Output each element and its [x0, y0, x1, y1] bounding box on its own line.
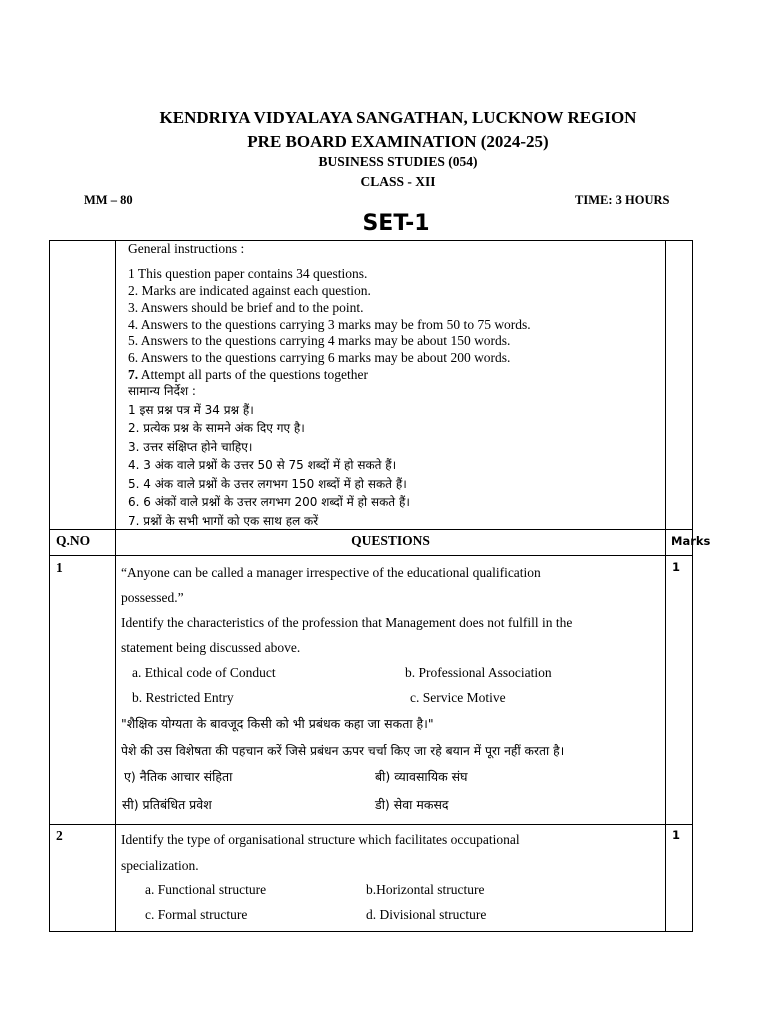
school-name: KENDRIYA VIDYALAYA SANGATHAN, LUCKNOW REGION	[159, 108, 637, 127]
hindi-instruction-line: 1 इस प्रश्न पत्र में 34 प्रश्न हैं।	[128, 403, 254, 417]
header-row-bottom-border	[49, 555, 693, 556]
table-right-border	[692, 240, 693, 932]
time-allowed: TIME: 3 HOURS	[575, 193, 670, 207]
column-header-marks: Marks	[671, 534, 711, 548]
question-option-hindi: ए) नैतिक आचार संहिता	[124, 769, 233, 784]
qno-column-divider	[115, 240, 116, 932]
column-header-qno: Q.NO	[56, 533, 91, 548]
column-header-questions: QUESTIONS	[351, 533, 430, 548]
hindi-instruction-line: 5. 4 अंक वाले प्रश्नों के उत्तर लगभग 150 शब्दों में हो सकते हैं।	[128, 477, 407, 491]
question-option: b.Horizontal structure	[366, 882, 485, 897]
hindi-instruction-line: 6. 6 अंकों वाले प्रश्नों के उत्तर लगभग 200 शब्दों में हो सकते हैं।	[128, 495, 410, 509]
question-number: 2	[56, 828, 63, 843]
question-text: “Anyone can be called a manager irrespective of the educational qualification	[121, 565, 541, 580]
question-text-hindi: पेशे की उस विशेषता की पहचान करें जिसे प्रबंधन ऊपर चर्चा किए जा रहे बयान में पूरा नहीं करता है।	[121, 744, 565, 758]
question-option: c. Service Motive	[410, 690, 506, 705]
instruction-line	[128, 367, 368, 383]
table-bottom-border	[49, 931, 693, 932]
class-title: CLASS - XII	[360, 174, 436, 189]
instruction-line: 6. Answers to the questions carrying 6 marks may be about 200 words.	[128, 350, 511, 365]
question-text-hindi: "शैक्षिक योग्यता के बावजूद किसी को भी प्रबंधक कहा जा सकता है।"	[121, 716, 434, 731]
instructions-title: General instructions :	[128, 241, 245, 256]
question-text: Identify the type of organisational structure which facilitates occupational	[121, 832, 520, 847]
instruction-line: 1 This question paper contains 34 questions.	[128, 266, 368, 281]
hindi-instructions-title: सामान्य निर्देश :	[128, 384, 196, 398]
question-text: possessed.”	[121, 590, 184, 605]
question-option: b. Restricted Entry	[132, 690, 234, 705]
question-text: Identify the characteristics of the profession that Management does not fulfill in the	[121, 615, 573, 630]
hindi-instruction-line: 3. उत्तर संक्षिप्त होने चाहिए।	[128, 440, 253, 454]
question-text: statement being discussed above.	[121, 640, 301, 655]
question-text: specialization.	[121, 858, 199, 873]
instruction-number: 7.	[128, 367, 139, 382]
question-option: a. Ethical code of Conduct	[132, 665, 276, 680]
set-label: SET-1	[362, 211, 430, 236]
instruction-line: 2. Marks are indicated against each question.	[128, 283, 371, 298]
instruction-text: Attempt all parts of the questions together	[140, 367, 368, 382]
question-number: 1	[56, 560, 63, 575]
instruction-line: 3. Answers should be brief and to the point.	[128, 300, 364, 315]
question-option: d. Divisional structure	[366, 907, 487, 922]
max-marks: MM – 80	[84, 193, 133, 207]
question-marks: 1	[672, 560, 681, 574]
question-option: a. Functional structure	[145, 882, 267, 897]
table-left-border	[49, 240, 50, 932]
subject-title: BUSINESS STUDIES (054)	[318, 154, 478, 169]
marks-column-divider	[665, 240, 666, 932]
hindi-instruction-line: 2. प्रत्येक प्रश्न के सामने अंक दिए गए है।	[128, 421, 305, 435]
question-option-hindi: बी) व्यावसायिक संघ	[375, 769, 468, 784]
instructions-bottom-border	[49, 529, 693, 530]
question-option: c. Formal structure	[145, 907, 248, 922]
instruction-line: 4. Answers to the questions carrying 3 marks may be from 50 to 75 words.	[128, 317, 531, 332]
q1-bottom-border	[49, 824, 693, 825]
question-option-hindi: सी) प्रतिबंधित प्रवेश	[122, 797, 212, 812]
question-marks: 1	[672, 828, 681, 842]
instruction-line: 5. Answers to the questions carrying 4 marks may be about 150 words.	[128, 333, 511, 348]
hindi-instruction-line: 7. प्रश्नों के सभी भागों को एक साथ हल करें	[128, 514, 319, 528]
hindi-instruction-line: 4. 3 अंक वाले प्रश्नों के उत्तर 50 से 75 शब्दों में हो सकते हैं।	[128, 458, 397, 472]
exam-title: PRE BOARD EXAMINATION (2024-25)	[247, 132, 549, 151]
question-option-hindi: डी) सेवा मकसद	[375, 797, 449, 812]
question-option: b. Professional Association	[405, 665, 552, 680]
